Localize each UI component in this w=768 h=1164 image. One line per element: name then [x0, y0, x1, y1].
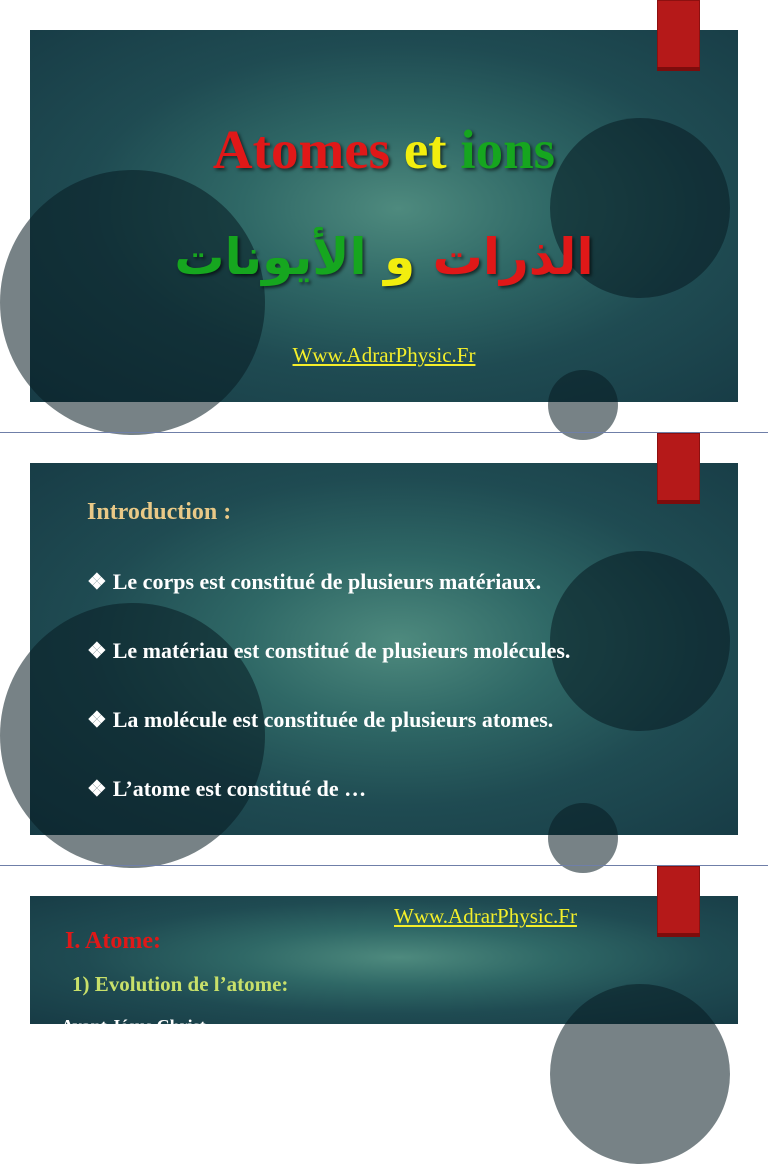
- slide-2: [30, 463, 738, 835]
- decor-circle: [0, 170, 265, 435]
- slide-separator: [0, 865, 768, 866]
- diamond-bullet-icon: ❖: [87, 707, 107, 732]
- decor-circle: [550, 551, 730, 731]
- slide-2-ribbon: [657, 433, 700, 504]
- slide-separator: [0, 432, 768, 433]
- intro-heading: Introduction :: [87, 499, 232, 525]
- title-word-ions: ions: [460, 119, 556, 180]
- arabic-word-ions: الأيونات: [174, 228, 367, 286]
- decor-circle: [548, 370, 618, 440]
- title-word-et: et: [403, 119, 447, 180]
- diamond-bullet-icon: ❖: [87, 638, 107, 663]
- bullet-text: La molécule est constituée de plusieurs atomes.: [112, 707, 554, 732]
- arabic-word-and: و: [384, 228, 416, 286]
- subsection-heading: 1) Evolution de l’atome:: [72, 972, 289, 996]
- bullet-text: L’atome est constitué de …: [112, 776, 367, 801]
- diamond-bullet-icon: ❖: [87, 569, 107, 594]
- bullet-item: [87, 569, 541, 595]
- bullet-text: Le corps est constitué de plusieurs matériaux.: [112, 569, 542, 594]
- arabic-word-atoms: الذرات: [432, 228, 594, 286]
- bullet-item: [87, 638, 570, 664]
- decor-circle: [550, 984, 730, 1164]
- bullet-item: [87, 776, 366, 802]
- website-link[interactable]: Www.AdrarPhysic.Fr: [292, 343, 476, 367]
- diamond-bullet-icon: ❖: [87, 776, 107, 801]
- arabic-title: [30, 228, 738, 286]
- title-word-atomes: Atomes: [212, 119, 391, 180]
- bullet-text: Le matériau est constitué de plusieurs molécules.: [112, 638, 571, 663]
- slide-1-ribbon: [657, 0, 700, 71]
- section-heading: I. Atome:: [65, 928, 161, 954]
- partial-text-line: Avant Jésus Christ: [61, 1016, 206, 1036]
- slide-3-ribbon: [657, 866, 700, 937]
- decor-circle: [548, 803, 618, 873]
- website-link[interactable]: Www.AdrarPhysic.Fr: [394, 904, 577, 928]
- slide-1: [30, 30, 738, 402]
- slide-title: [30, 118, 738, 181]
- slide-3: [30, 896, 738, 1036]
- bullet-item: [87, 707, 553, 733]
